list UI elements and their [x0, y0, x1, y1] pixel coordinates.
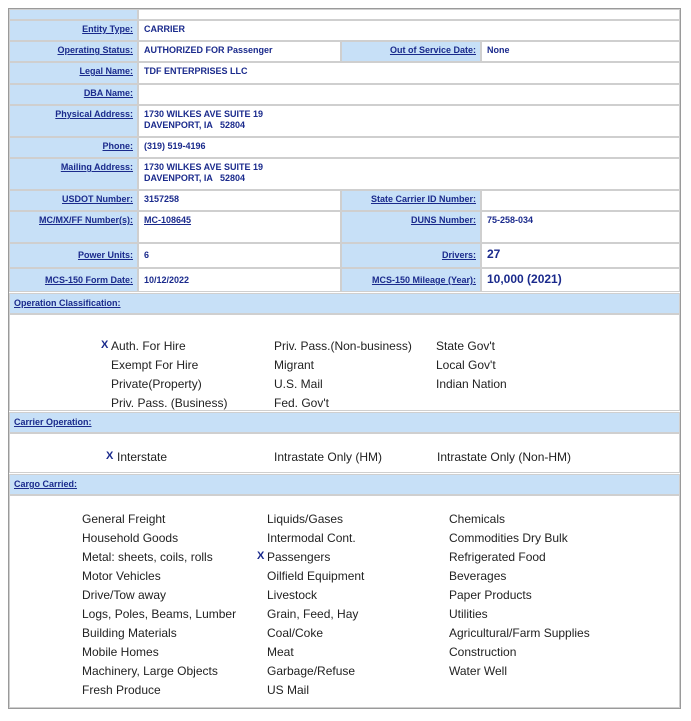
drivers-label[interactable]: Drivers:: [341, 243, 481, 268]
cargo-item: Passengers: [267, 550, 331, 564]
mc-number-link[interactable]: MC-108645: [144, 215, 192, 225]
cargo-item: Metal: sheets, coils, rolls: [82, 550, 213, 564]
phone-row: [9, 137, 680, 158]
mcs150-mileage-label[interactable]: MCS-150 Mileage (Year):: [341, 268, 481, 292]
op-class-item: Auth. For Hire: [111, 339, 186, 353]
cargo-item: Household Goods: [82, 531, 179, 545]
mailing-address-line1: 1730 WILKES AVE SUITE 19: [144, 162, 264, 172]
cargo-item: Liquids/Gases: [267, 512, 344, 526]
op-class-item: Private(Property): [111, 377, 202, 391]
mcs150-date-value: 10/12/2022: [138, 268, 341, 292]
out-of-service-label[interactable]: Out of Service Date:: [341, 41, 481, 62]
state-carrier-id-label[interactable]: State Carrier ID Number:: [341, 190, 481, 211]
duns-value: 75-258-034: [481, 211, 680, 243]
cargo-item: Meat: [267, 645, 294, 659]
cargo-item: General Freight: [82, 512, 166, 526]
cargo-carried-panel: [9, 495, 680, 708]
physical-address-line2: DAVENPORT, IA 52804: [144, 120, 246, 130]
mcs150-date-label[interactable]: MCS-150 Form Date:: [9, 268, 138, 292]
cargo-item: Fresh Produce: [82, 683, 161, 697]
checked-mark: X: [106, 450, 114, 462]
phone-value: (319) 519-4196: [138, 137, 680, 158]
cargo-item: Garbage/Refuse: [267, 664, 356, 678]
phone-label[interactable]: Phone:: [9, 137, 138, 158]
cargo-item: Building Materials: [82, 626, 177, 640]
op-class-item: State Gov't: [436, 339, 495, 353]
power-units-row: [9, 243, 680, 268]
cargo-item: Construction: [449, 645, 517, 659]
operation-classification-panel: [9, 314, 680, 411]
out-of-service-value: None: [481, 41, 680, 62]
carrier-operation-header[interactable]: Carrier Operation:: [9, 412, 680, 433]
dba-name-row: [9, 84, 680, 105]
mailing-address-label[interactable]: Mailing Address:: [9, 158, 138, 190]
physical-address-row: [9, 105, 680, 137]
state-carrier-id-value: [481, 190, 680, 211]
cargo-item: Grain, Feed, Hay: [267, 607, 359, 621]
cargo-item: Coal/Coke: [267, 626, 324, 640]
dba-name-value: [138, 84, 680, 105]
mc-number-label[interactable]: MC/MX/FF Number(s):: [9, 211, 138, 243]
usdot-value: 3157258: [138, 190, 341, 211]
mcs150-row: [9, 268, 680, 292]
checked-mark: X: [101, 339, 109, 351]
cargo-item: Machinery, Large Objects: [82, 664, 218, 678]
cargo-item: Motor Vehicles: [82, 569, 161, 583]
entity-type-label[interactable]: Entity Type:: [9, 20, 138, 41]
legal-name-value: TDF ENTERPRISES LLC: [138, 62, 680, 84]
carrier-snapshot-panel: [8, 8, 681, 709]
usdot-row: [9, 190, 680, 211]
operating-status-value: AUTHORIZED FOR Passenger: [138, 41, 341, 62]
physical-address-value: [138, 105, 680, 137]
cargo-item: Refrigerated Food: [449, 550, 546, 564]
entity-type-value: CARRIER: [138, 20, 680, 41]
physical-address-label[interactable]: Physical Address:: [9, 105, 138, 137]
cargo-item: Mobile Homes: [82, 645, 159, 659]
op-class-item: Migrant: [274, 358, 315, 372]
legal-name-row: [9, 62, 680, 84]
carrier-op-item: Interstate: [117, 450, 168, 464]
cargo-item: Paper Products: [449, 588, 532, 602]
carrier-op-item: Intrastate Only (Non-HM): [437, 450, 572, 464]
mc-number-cell: [138, 211, 341, 243]
power-units-value: 6: [138, 243, 341, 268]
cargo-item: Water Well: [449, 664, 508, 678]
drivers-value: 27: [481, 243, 680, 268]
mc-number-row: [9, 211, 680, 243]
cargo-item: Commodities Dry Bulk: [449, 531, 568, 545]
op-class-item: Indian Nation: [436, 377, 507, 391]
entity-type-row: [9, 20, 680, 41]
cargo-item: Drive/Tow away: [82, 588, 167, 602]
mailing-address-value: [138, 158, 680, 190]
cargo-carried-header[interactable]: Cargo Carried:: [9, 474, 680, 495]
usdot-label[interactable]: USDOT Number:: [9, 190, 138, 211]
op-class-item: Priv. Pass. (Business): [111, 396, 228, 410]
cargo-item: Livestock: [267, 588, 318, 602]
cargo-item: Agricultural/Farm Supplies: [449, 626, 590, 640]
op-class-item: Exempt For Hire: [111, 358, 199, 372]
cargo-item: Beverages: [449, 569, 507, 583]
legal-name-label[interactable]: Legal Name:: [9, 62, 138, 84]
cargo-item: Logs, Poles, Beams, Lumber: [82, 607, 237, 621]
carrier-operation-panel: [9, 433, 680, 473]
operating-status-row: [9, 41, 680, 62]
op-class-item: U.S. Mail: [274, 377, 323, 391]
top-spacer: [9, 9, 680, 20]
mailing-address-row: [9, 158, 680, 190]
physical-address-line1: 1730 WILKES AVE SUITE 19: [144, 109, 264, 119]
mcs150-mileage-value: 10,000 (2021): [481, 268, 680, 292]
operating-status-label[interactable]: Operating Status:: [9, 41, 138, 62]
cargo-item: US Mail: [267, 683, 310, 697]
dba-name-label[interactable]: DBA Name:: [9, 84, 138, 105]
checked-mark: X: [257, 550, 265, 562]
op-class-item: Fed. Gov't: [274, 396, 329, 410]
cargo-item: Utilities: [449, 607, 488, 621]
cargo-item: Intermodal Cont.: [267, 531, 356, 545]
operation-classification-header[interactable]: Operation Classification:: [9, 293, 680, 314]
mailing-address-line2: DAVENPORT, IA 52804: [144, 173, 246, 183]
op-class-item: Local Gov't: [436, 358, 496, 372]
carrier-op-item: Intrastate Only (HM): [274, 450, 383, 464]
cargo-item: Oilfield Equipment: [267, 569, 365, 583]
duns-label[interactable]: DUNS Number:: [341, 211, 481, 243]
cargo-item: Chemicals: [449, 512, 506, 526]
op-class-item: Priv. Pass.(Non-business): [274, 339, 412, 353]
power-units-label[interactable]: Power Units:: [9, 243, 138, 268]
